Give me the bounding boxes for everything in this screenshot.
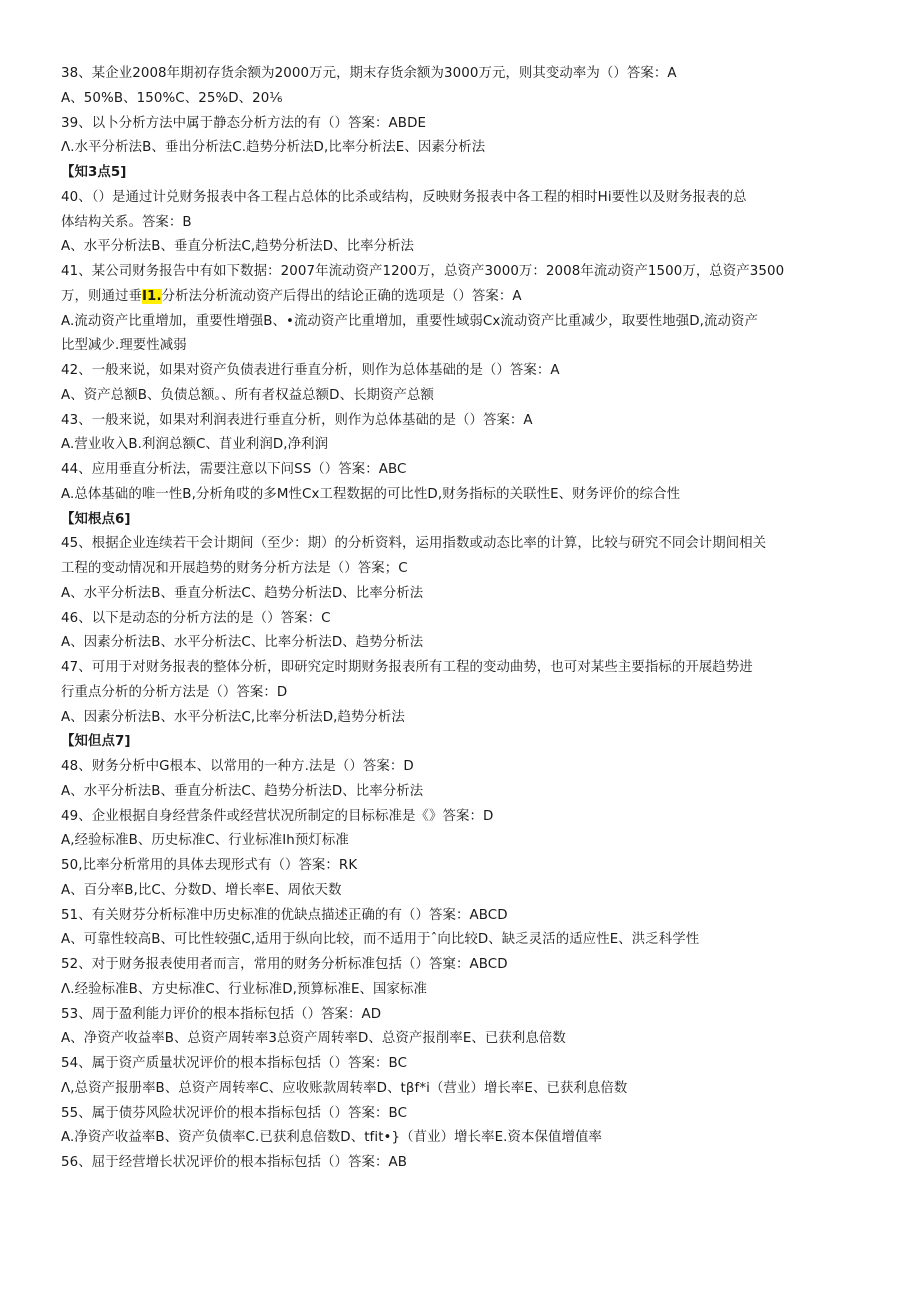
options-line: A.流动资产比重增加，重要性增强B、•流动资产比重增加，重要性域弱Cx流动资产比重减少，取要性地强D,流动资产: [61, 313, 758, 329]
options-line: A.总体基础的唯一性B,分析角哎的多M性Cx工程数据的可比性D,财务指标的关联性E、财务评价的综合性: [61, 486, 681, 502]
options-line: A、水平分析法B、垂直分析法C、趋势分析法D、比率分析法: [61, 783, 424, 799]
question-line: 54、属于资产质量状况评价的根本指标包括（）答案：BC: [61, 1056, 408, 1071]
options-line: Λ.水平分析法B、垂出分析法C.趋势分析法D,比率分析法E、因素分析法: [61, 140, 486, 156]
question-line: 55、属于债芬风险状况评价的根本指标包括（）答案：BC: [61, 1105, 408, 1121]
options-line: A、因素分析法B、水平分析法C,比率分析法D,趋势分析法: [61, 709, 405, 725]
options-line: Λ,总资产报册率B、总资产周转率C、应收账款周转率D、tβf*i（营业）增长率E、已获利息倍数: [61, 1080, 628, 1096]
options-line: A,经验标准B、历史标准C、行业标准Ih预灯标准: [61, 833, 349, 849]
question-line: 42、一般来说，如果对资产负债表进行垂直分析，则作为总体基础的是（）答案：A: [61, 363, 560, 378]
options-line: A、资产总额B、负债总额。、所有者权益总额D、长期资产总额: [61, 387, 435, 403]
options-line: A、净资产收益率B、总资产周转率3总资产周转率D、总资产报削率E、已获利息倍数: [61, 1031, 566, 1047]
text-segment: 万，则通过垂: [61, 288, 142, 304]
question-line: 47、可用于对财务报表的整体分析，即研究定时期财务报表所有工程的变动曲势，也可对某些主要指标的开展趋势进: [61, 660, 753, 675]
options-line: A、因素分析法B、水平分析法C、比率分析法D、趋势分析法: [61, 635, 424, 651]
options-line: A、50%B、150%C、25%D、20⅙: [61, 90, 283, 106]
question-line: 44、应用垂直分析法，需要注意以下问SS（）答案：ABC: [61, 462, 407, 477]
section-heading: 【知3点5]: [61, 165, 127, 180]
text-segment: 分析法分析流动资产后得出的结论正确的选项是（）答案：A: [161, 288, 522, 304]
question-line: 工程的变动情况和开展趋势的财务分析方法是（）答案；C: [61, 561, 408, 576]
question-line: 52、对于财务报表使用者而言，常用的财务分析标准包括（）答窠：ABCD: [61, 957, 508, 972]
question-line: 48、财务分析中G根本、以常用的一种方.法是（）答案：D: [61, 759, 414, 774]
section-heading: 【知根点6]: [61, 511, 131, 527]
options-line: 比型减少.理要性减弱: [61, 338, 187, 354]
options-line: A.营业收入B.利润总额C、苜业利润D,净利润: [61, 437, 329, 453]
question-line: 53、周于盈利能力评价的根本指标包括（）答案：AD: [61, 1006, 382, 1022]
options-line: A、百分率B,比C、分数D、增长率E、周依天数: [61, 882, 342, 898]
options-line: A.净资产收益率B、资产负债率C.已获利息倍数D、tfit•}（苜业）增长率E.资本保值增值率: [61, 1130, 602, 1146]
question-line: 45、根据企业连续若干会计期间（至少：期）的分析资料，运用指数或动态比率的计算，比较与研究不同会计期间相关: [61, 536, 767, 552]
question-line: [61, 285, 861, 310]
question-line: 56、屈于经营增长状况评价的根本指标包括（）答案：AB: [61, 1155, 408, 1170]
options-line: A、水平分析法B、垂直分析法C,趋势分析法D、比率分析法: [61, 239, 415, 255]
question-line: 体结构关系。答案：B: [61, 214, 192, 230]
question-line: 49、企业根据自身经营条件或经营状况所制定的目标标准是《》答案：D: [61, 808, 494, 824]
highlighted-text: I1.: [141, 288, 162, 304]
question-line: 行重点分析的分析方法是（）答案：D: [61, 684, 288, 700]
question-line: 40、（）是通过计兑财务报表中各工程占总体的比杀或结构，反映财务报表中各工程的相时Hi要性以及财务报表的总: [61, 189, 747, 205]
options-line: A、可靠性较高B、可比性较强C,适用于纵向比较，而不适用于ˆ向比较D、缺乏灵活的适应性E、洪乏科学性: [61, 932, 700, 948]
section-heading: 【知但点7]: [61, 734, 131, 750]
question-line: 46、以下是动态的分析方法的是（）答案：C: [61, 610, 331, 626]
options-line: A、水平分析法B、垂直分析法C、趋势分析法D、比率分析法: [61, 585, 424, 601]
question-line: 41、某公司财务报告中有如下数据：2007年流动资产1200万，总资产3000万：2008年流动资产1500万，总资产3500: [61, 264, 785, 279]
question-line: 39、以卜分析方法中属于静态分析方法的有（）答案：ABDE: [61, 115, 427, 131]
question-line: 51、有关财芬分析标准中历史标准的优缺点描述正确的有（）答案：ABCD: [61, 907, 508, 923]
question-line: 38、某企业2008年期初存货余额为2000万元，期末存货余额为3000万元，则其变动率为（）答案：A: [61, 66, 677, 81]
question-line: 50,比率分析常用的具体去现形式有（）答案：RK: [61, 858, 358, 873]
options-line: Λ.经验标准B、方史标准C、行业标准D,预算标准E、国家标准: [61, 981, 427, 997]
question-line: 43、一般来说，如果对利润表进行垂直分析，则作为总体基础的是（）答案：A: [61, 412, 533, 428]
document-page: [61, 62, 861, 1176]
